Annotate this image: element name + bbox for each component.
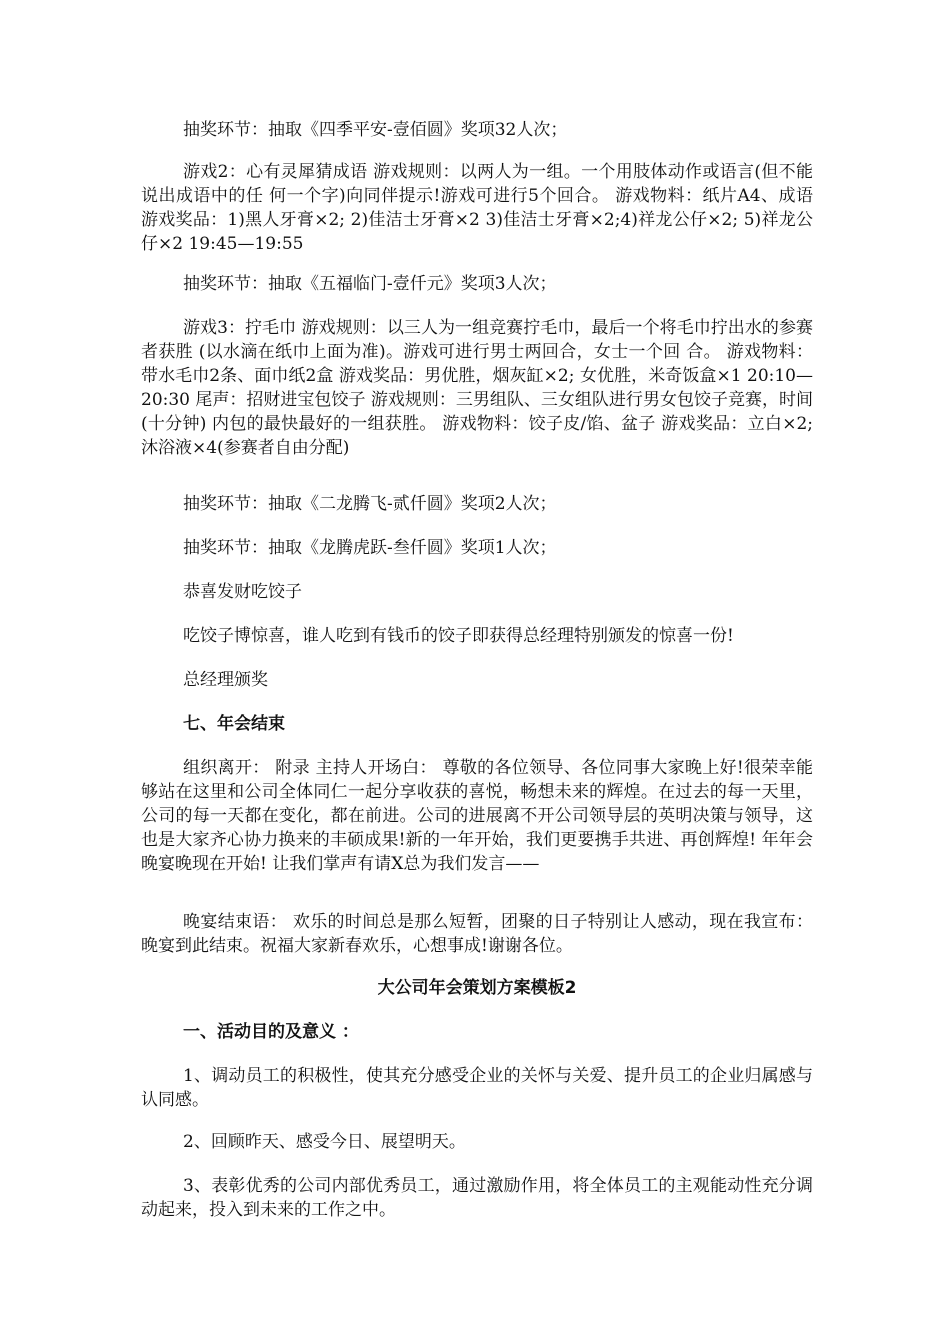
section-heading-end: 七、年会结束 — [183, 714, 285, 734]
paragraph-lottery-2: 抽奖环节：抽取《五福临门-壹仟元》奖项3人次； — [183, 274, 557, 294]
section-heading-purpose: 一、活动目的及意义 ： — [183, 1022, 359, 1042]
paragraph-dumpling-surprise: 吃饺子博惊喜，谁人吃到有钱币的饺子即获得总经理特别颁发的惊喜一份! — [183, 626, 734, 646]
paragraph-purpose-2: 2、回顾昨天、感受今日、展望明天。 — [183, 1132, 466, 1152]
paragraph-closing-speech: 晚宴结束语： 欢乐的时间总是那么短暂，团聚的日子特别让人感动，现在我宣布：晚宴到此结束。祝福大家新春欢乐，心想事成!谢谢各位。 — [141, 912, 813, 956]
paragraph-gm-award: 总经理颁奖 — [183, 670, 268, 690]
paragraph-lottery-3: 抽奖环节：抽取《二龙腾飞-贰仟圆》奖项2人次； — [183, 494, 557, 514]
document-title-2: 大公司年会策划方案模板2 — [377, 978, 577, 998]
paragraph-purpose-1: 1、调动员工的积极性，使其充分感受企业的关怀与关爱、提升员工的企业归属感与认同感。 — [141, 1066, 813, 1110]
paragraph-lottery-4: 抽奖环节：抽取《龙腾虎跃-叁仟圆》奖项1人次； — [183, 538, 557, 558]
paragraph-lottery-1: 抽奖环节：抽取《四季平安-壹佰圆》奖项32人次； — [183, 120, 568, 140]
paragraph-dumplings: 恭喜发财吃饺子 — [183, 582, 302, 602]
paragraph-opening-speech: 组织离开： 附录 主持人开场白： 尊敬的各位领导、各位同事大家晚上好!很荣幸能够站在这里和公司全体同仁一起分享收获的喜悦，畅想未来的辉煌。在过去的每一天里，公司的每一天都在变化，都在前进。公司的进展离不开公司领导层的英明决策与领导，这也是大家齐心协力换来的丰硕成果!新的一年开始，我们更要携手共进、再创辉煌! 年年会晚宴晚现在开始! 让我们掌声有请X总为我们发言—— — [141, 758, 813, 874]
paragraph-game-2: 游戏2：心有灵犀猜成语 游戏规则：以两人为一组。一个用肢体动作或语言(但不能说出成语中的任 何一个字)向同伴提示!游戏可进行5个回合。 游戏物料：纸片A4、成语 游戏奖品：1)黑人牙膏×2; 2)佳洁士牙膏×2 3)佳洁士牙膏×2;4)祥龙公仔×2; 5)祥龙公仔×2 19:45—19:55 — [141, 162, 813, 254]
paragraph-game-3: 游戏3：拧毛巾 游戏规则：以三人为一组竞赛拧毛巾，最后一个将毛巾拧出水的参赛者获胜 (以水滴在纸巾上面为准)。游戏可进行男士两回合，女士一个回 合。 游戏物料：带水毛巾2条、面巾纸2盒 游戏奖品：男优胜，烟灰缸×2; 女优胜，米奇饭盒×1 20:10—20:30 尾声：招财进宝包饺子 游戏规则：三男组队、三女组队进行男女包饺子竞赛，时间(十分钟) 内包的最快最好的一组获胜。 游戏物料：饺子皮/馅、盆子 游戏奖品：立白×2;沐浴液×4(参赛者自由分配) — [141, 318, 813, 458]
paragraph-purpose-3: 3、表彰优秀的公司内部优秀员工，通过激励作用，将全体员工的主观能动性充分调动起来，投入到未来的工作之中。 — [141, 1176, 813, 1220]
